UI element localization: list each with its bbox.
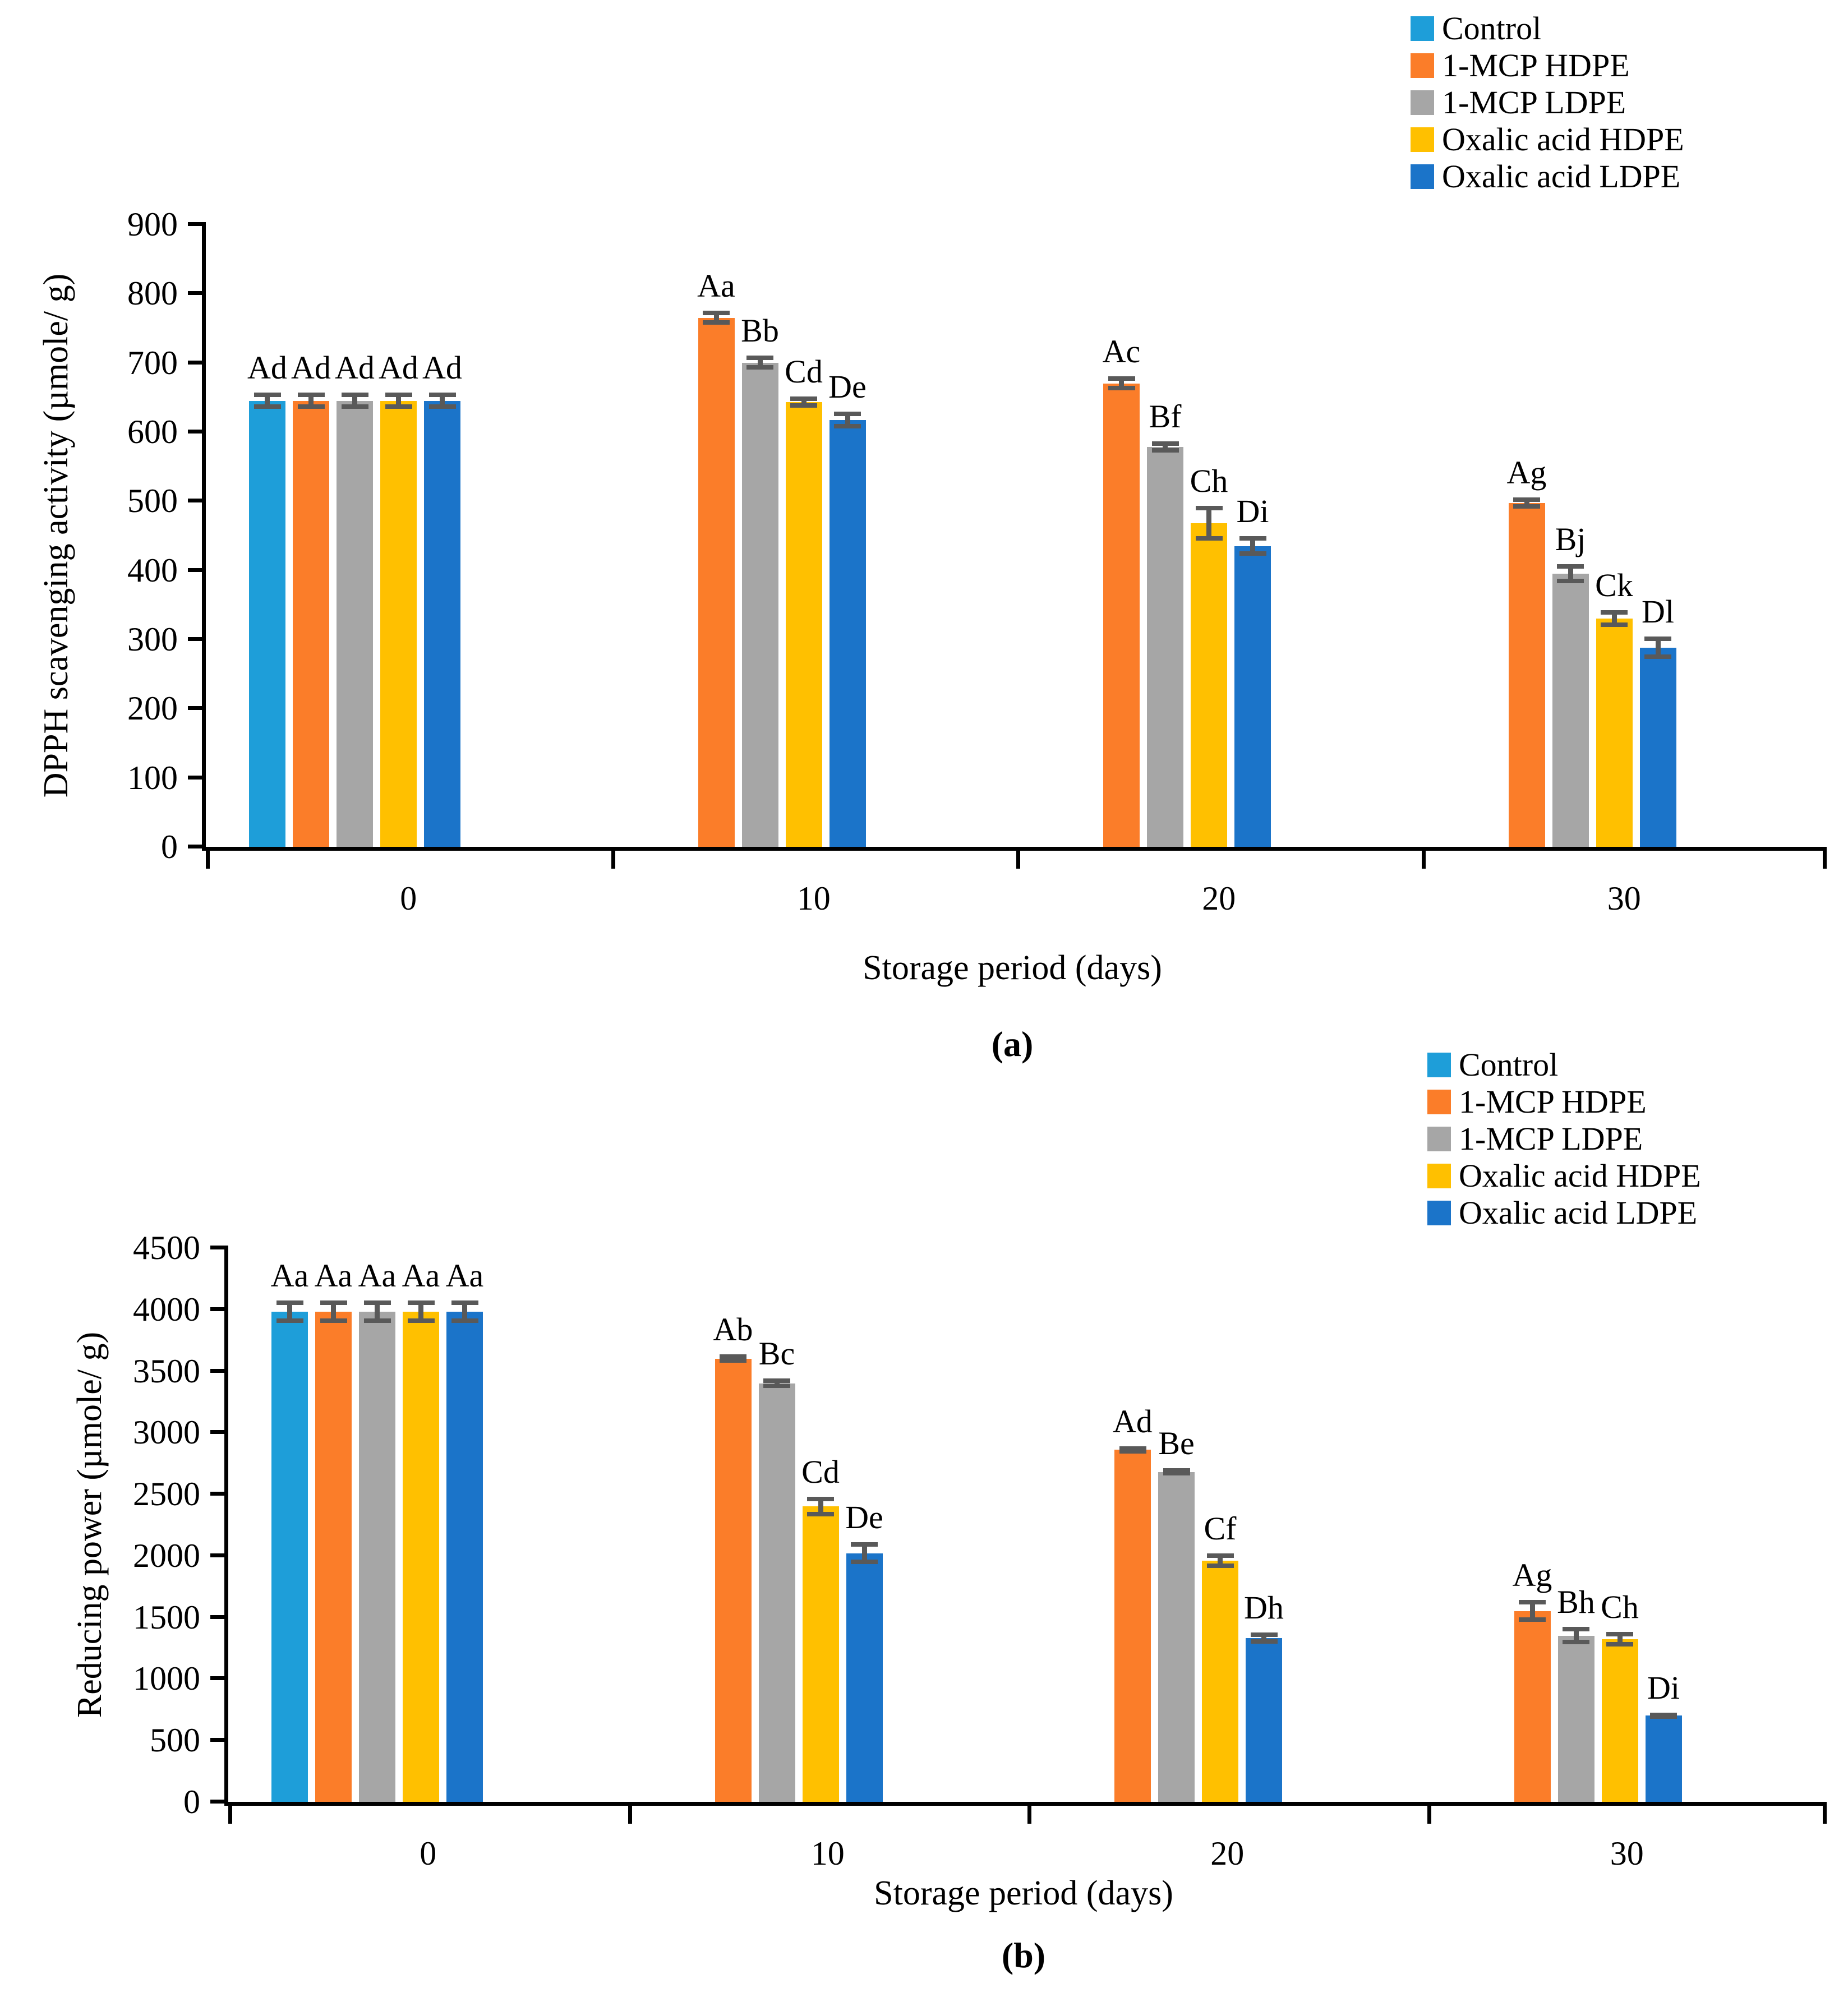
error-cap-top bbox=[1606, 1632, 1633, 1636]
error-cap-top bbox=[1557, 564, 1584, 569]
legend-label-control: Control bbox=[1442, 10, 1542, 47]
y-tick-2000 bbox=[210, 1553, 228, 1557]
error-line bbox=[1218, 1558, 1223, 1564]
legend-item-oxalic-acid-ldpe bbox=[1411, 158, 1684, 195]
plot-area-b bbox=[133, 1229, 1827, 1872]
significance-label-1-mcp-ldpe-day20: Be bbox=[1158, 1425, 1195, 1462]
y-tick-400 bbox=[188, 568, 206, 572]
error-cap-top bbox=[1152, 441, 1179, 446]
y-tick-label-300: 300 bbox=[127, 621, 178, 658]
error-bar-oxalic-acid-ldpe-day20 bbox=[1251, 1632, 1278, 1644]
x-category-label-0: 0 bbox=[400, 880, 417, 917]
error-bar-control-day0 bbox=[254, 393, 281, 409]
significance-label-1-mcp-ldpe-day0: Ad bbox=[335, 349, 375, 386]
error-cap-bottom bbox=[1207, 1564, 1234, 1568]
error-cap-top bbox=[1513, 497, 1540, 502]
bar-oxalic-acid-hdpe-day10 bbox=[786, 402, 822, 847]
error-cap-bottom bbox=[1163, 1472, 1190, 1476]
significance-label-oxalic-acid-ldpe-day20: Di bbox=[1236, 493, 1269, 530]
legend-item-1-mcp-hdpe bbox=[1427, 1083, 1701, 1120]
error-cap-bottom bbox=[276, 1318, 303, 1323]
bar-1-mcp-hdpe-day20 bbox=[1103, 384, 1140, 847]
y-tick-label-800: 800 bbox=[127, 275, 178, 312]
error-bar-oxalic-acid-ldpe-day0 bbox=[429, 393, 456, 409]
error-line bbox=[1656, 641, 1661, 654]
error-cap-bottom bbox=[1196, 536, 1223, 541]
significance-label-control-day0: Aa bbox=[270, 1257, 309, 1294]
x-tick-2 bbox=[1027, 1806, 1031, 1824]
error-cap-bottom bbox=[1152, 448, 1179, 453]
bar-oxalic-acid-ldpe-day10 bbox=[846, 1553, 883, 1802]
error-bar-oxalic-acid-ldpe-day30 bbox=[1644, 637, 1671, 658]
x-category-label-30: 30 bbox=[1607, 880, 1641, 917]
significance-label-1-mcp-hdpe-day0: Aa bbox=[314, 1257, 353, 1294]
legend-label-oxalic-acid-hdpe: Oxalic acid HDPE bbox=[1459, 1157, 1701, 1194]
error-cap-bottom bbox=[1644, 654, 1671, 659]
legend-chart-b bbox=[1427, 1046, 1701, 1232]
y-tick-label-2500: 2500 bbox=[133, 1475, 200, 1513]
legend-swatch-1-mcp-hdpe-icon bbox=[1427, 1090, 1451, 1114]
y-tick-900 bbox=[188, 222, 206, 226]
legend-swatch-control-icon bbox=[1411, 16, 1434, 41]
error-line bbox=[331, 1305, 336, 1318]
error-cap-top bbox=[851, 1542, 878, 1547]
y-tick-label-100: 100 bbox=[127, 759, 178, 796]
significance-label-1-mcp-ldpe-day30: Bh bbox=[1557, 1584, 1595, 1621]
y-tick-0 bbox=[210, 1800, 228, 1804]
error-cap-top bbox=[254, 393, 281, 397]
significance-label-1-mcp-hdpe-day30: Ag bbox=[1512, 1556, 1552, 1593]
significance-label-oxalic-acid-ldpe-day10: De bbox=[845, 1498, 883, 1535]
bar-oxalic-acid-ldpe-day30 bbox=[1640, 648, 1676, 847]
error-cap-bottom bbox=[1513, 504, 1540, 509]
error-line bbox=[845, 416, 850, 424]
y-tick-label-1000: 1000 bbox=[133, 1660, 200, 1698]
error-bar-1-mcp-ldpe-day10 bbox=[763, 1378, 790, 1389]
legend-label-oxalic-acid-hdpe: Oxalic acid HDPE bbox=[1442, 121, 1684, 158]
y-tick-4500 bbox=[210, 1246, 228, 1249]
y-tick-4000 bbox=[210, 1307, 228, 1311]
error-line bbox=[462, 1305, 467, 1318]
significance-label-1-mcp-ldpe-day10: Bb bbox=[741, 312, 779, 349]
error-cap-bottom bbox=[851, 1560, 878, 1564]
bar-1-mcp-ldpe-day20 bbox=[1147, 447, 1183, 847]
error-cap-bottom bbox=[834, 424, 861, 428]
caption-b: (b) bbox=[1001, 1935, 1046, 1975]
error-cap-bottom bbox=[1606, 1642, 1633, 1647]
legend-label-1-mcp-ldpe: 1-MCP LDPE bbox=[1442, 84, 1626, 121]
bar-1-mcp-hdpe-day30 bbox=[1514, 1611, 1551, 1802]
error-cap-top bbox=[298, 393, 325, 397]
bar-oxalic-acid-hdpe-day0 bbox=[403, 1312, 439, 1802]
error-cap-bottom bbox=[254, 404, 281, 409]
error-cap-top bbox=[385, 393, 412, 397]
error-line bbox=[1574, 1631, 1579, 1640]
y-tick-3000 bbox=[210, 1430, 228, 1434]
error-bar-oxalic-acid-ldpe-day20 bbox=[1239, 536, 1266, 556]
error-line bbox=[375, 1305, 380, 1318]
x-tick-2 bbox=[1016, 851, 1020, 869]
error-bar-1-mcp-ldpe-day30 bbox=[1563, 1627, 1589, 1644]
error-cap-bottom bbox=[763, 1383, 790, 1388]
legend-item-1-mcp-ldpe bbox=[1411, 84, 1684, 121]
y-tick-500 bbox=[210, 1738, 228, 1742]
bar-oxalic-acid-ldpe-day0 bbox=[446, 1312, 483, 1802]
y-axis-title-a: DPPH scavenging activity (µmole/ g) bbox=[37, 273, 75, 798]
error-cap-top bbox=[1207, 1553, 1234, 1558]
error-bar-oxalic-acid-hdpe-day0 bbox=[385, 393, 412, 409]
legend-item-1-mcp-hdpe bbox=[1411, 47, 1684, 84]
y-tick-label-600: 600 bbox=[127, 413, 178, 450]
legend-label-oxalic-acid-ldpe: Oxalic acid LDPE bbox=[1442, 158, 1681, 195]
significance-label-1-mcp-hdpe-day10: Ab bbox=[713, 1311, 753, 1348]
error-cap-bottom bbox=[1239, 551, 1266, 556]
x-axis-title-a: Storage period (days) bbox=[863, 949, 1162, 987]
caption-a: (a) bbox=[991, 1024, 1034, 1064]
error-bar-oxalic-acid-ldpe-day10 bbox=[851, 1542, 878, 1565]
error-line bbox=[440, 397, 445, 405]
error-bar-oxalic-acid-hdpe-day0 bbox=[408, 1300, 435, 1323]
legend-label-1-mcp-ldpe: 1-MCP LDPE bbox=[1459, 1120, 1643, 1157]
significance-label-oxalic-acid-hdpe-day20: Ch bbox=[1190, 462, 1228, 499]
y-tick-800 bbox=[188, 291, 206, 295]
y-tick-500 bbox=[188, 499, 206, 502]
error-line bbox=[862, 1547, 867, 1560]
error-cap-bottom bbox=[1650, 1715, 1677, 1718]
x-category-label-10: 10 bbox=[796, 880, 831, 917]
y-tick-label-2000: 2000 bbox=[133, 1537, 200, 1574]
y-tick-label-200: 200 bbox=[127, 690, 178, 727]
x-category-label-10: 10 bbox=[810, 1835, 845, 1872]
y-tick-700 bbox=[188, 361, 206, 365]
significance-label-1-mcp-hdpe-day20: Ac bbox=[1102, 333, 1141, 370]
y-tick-1500 bbox=[210, 1615, 228, 1619]
y-tick-label-1500: 1500 bbox=[133, 1598, 200, 1636]
significance-label-oxalic-acid-hdpe-day20: Cf bbox=[1204, 1510, 1237, 1547]
error-bar-oxalic-acid-ldpe-day0 bbox=[451, 1300, 478, 1323]
error-cap-bottom bbox=[451, 1318, 478, 1323]
significance-label-1-mcp-ldpe-day10: Bc bbox=[758, 1335, 795, 1372]
bar-oxalic-acid-ldpe-day30 bbox=[1646, 1715, 1682, 1802]
y-tick-0 bbox=[188, 845, 206, 848]
error-bar-1-mcp-hdpe-day20 bbox=[1108, 376, 1135, 390]
bar-1-mcp-ldpe-day30 bbox=[1552, 574, 1589, 847]
x-category-label-20: 20 bbox=[1210, 1835, 1245, 1872]
y-tick-300 bbox=[188, 637, 206, 641]
error-line bbox=[287, 1305, 292, 1318]
legend-chart-a bbox=[1411, 10, 1684, 195]
error-cap-top bbox=[1563, 1627, 1589, 1631]
error-line bbox=[265, 397, 270, 405]
error-cap-top bbox=[451, 1300, 478, 1305]
significance-label-oxalic-acid-hdpe-day10: Cd bbox=[801, 1453, 840, 1490]
legend-swatch-oxalic-acid-ldpe-icon bbox=[1427, 1201, 1451, 1225]
bar-oxalic-acid-hdpe-day30 bbox=[1602, 1639, 1638, 1802]
x-tick-1 bbox=[611, 851, 615, 869]
significance-label-1-mcp-ldpe-day0: Aa bbox=[358, 1257, 397, 1294]
y-tick-label-700: 700 bbox=[127, 344, 178, 381]
error-cap-top bbox=[1108, 376, 1135, 381]
significance-label-oxalic-acid-ldpe-day20: Dh bbox=[1244, 1589, 1284, 1626]
error-line bbox=[1119, 381, 1124, 386]
x-axis-title-b: Storage period (days) bbox=[874, 1874, 1173, 1912]
bar-control-day0 bbox=[249, 401, 285, 847]
y-tick-label-400: 400 bbox=[127, 551, 178, 589]
y-tick-label-4500: 4500 bbox=[133, 1229, 200, 1266]
x-tick-1 bbox=[628, 1806, 632, 1824]
y-tick-200 bbox=[188, 706, 206, 710]
y-tick-label-500: 500 bbox=[127, 482, 178, 520]
legend-label-control: Control bbox=[1459, 1046, 1559, 1083]
y-tick-100 bbox=[188, 776, 206, 780]
x-tick-4 bbox=[1823, 851, 1827, 869]
bar-oxalic-acid-hdpe-day10 bbox=[803, 1506, 839, 1802]
error-bar-oxalic-acid-ldpe-day30 bbox=[1650, 1713, 1677, 1719]
bar-oxalic-acid-hdpe-day20 bbox=[1191, 523, 1227, 847]
error-line bbox=[1617, 1636, 1623, 1642]
legend-swatch-1-mcp-ldpe-icon bbox=[1427, 1127, 1451, 1151]
legend-label-1-mcp-hdpe: 1-MCP HDPE bbox=[1442, 47, 1630, 84]
error-cap-top bbox=[429, 393, 456, 397]
legend-swatch-1-mcp-hdpe-icon bbox=[1411, 53, 1434, 78]
error-line bbox=[308, 397, 314, 405]
bar-control-day0 bbox=[271, 1312, 308, 1802]
x-tick-0 bbox=[206, 851, 210, 869]
significance-label-oxalic-acid-ldpe-day30: Dl bbox=[1642, 593, 1674, 630]
error-cap-top bbox=[342, 393, 368, 397]
error-cap-top bbox=[834, 412, 861, 416]
error-cap-bottom bbox=[385, 404, 412, 409]
legend-swatch-control-icon bbox=[1427, 1053, 1451, 1077]
error-cap-top bbox=[763, 1378, 790, 1383]
bar-1-mcp-hdpe-day0 bbox=[315, 1312, 352, 1802]
error-bar-1-mcp-hdpe-day0 bbox=[298, 393, 325, 409]
significance-label-oxalic-acid-hdpe-day30: Ch bbox=[1601, 1589, 1639, 1626]
error-cap-top bbox=[408, 1300, 435, 1305]
significance-label-oxalic-acid-hdpe-day0: Aa bbox=[402, 1257, 440, 1294]
legend-item-1-mcp-ldpe bbox=[1427, 1120, 1701, 1157]
error-bar-1-mcp-ldpe-day0 bbox=[364, 1300, 391, 1323]
bar-1-mcp-ldpe-day0 bbox=[359, 1312, 395, 1802]
y-tick-label-3500: 3500 bbox=[133, 1352, 200, 1390]
x-tick-0 bbox=[228, 1806, 232, 1824]
legend-label-1-mcp-hdpe: 1-MCP HDPE bbox=[1459, 1083, 1647, 1120]
legend-item-oxalic-acid-ldpe bbox=[1427, 1194, 1701, 1232]
y-tick-label-3000: 3000 bbox=[133, 1414, 200, 1451]
bar-oxalic-acid-ldpe-day20 bbox=[1234, 546, 1271, 847]
legend-item-oxalic-acid-hdpe bbox=[1411, 121, 1684, 158]
error-cap-bottom bbox=[320, 1318, 347, 1323]
significance-label-1-mcp-hdpe-day30: Ag bbox=[1506, 454, 1547, 491]
error-line bbox=[1250, 541, 1255, 551]
significance-label-1-mcp-hdpe-day10: Aa bbox=[697, 268, 735, 305]
error-bar-oxalic-acid-hdpe-day30 bbox=[1606, 1632, 1633, 1647]
bar-1-mcp-hdpe-day10 bbox=[715, 1359, 752, 1802]
y-tick-1000 bbox=[210, 1676, 228, 1680]
plot-area-a bbox=[127, 206, 1827, 917]
error-bar-1-mcp-ldpe-day20 bbox=[1152, 441, 1179, 453]
significance-label-oxalic-acid-ldpe-day0: Aa bbox=[445, 1257, 484, 1294]
significance-label-1-mcp-hdpe-day0: Ad bbox=[291, 349, 331, 386]
significance-label-1-mcp-hdpe-day20: Ad bbox=[1113, 1403, 1153, 1440]
bar-1-mcp-ldpe-day30 bbox=[1558, 1636, 1594, 1802]
error-line bbox=[396, 397, 401, 405]
y-axis-title-b: Reducing power (µmole/ g) bbox=[71, 1331, 109, 1718]
significance-label-oxalic-acid-hdpe-day30: Ck bbox=[1595, 567, 1633, 604]
significance-label-control-day0: Ad bbox=[247, 349, 287, 386]
x-tick-3 bbox=[1422, 851, 1426, 869]
bar-1-mcp-ldpe-day0 bbox=[337, 401, 373, 847]
bar-oxalic-acid-hdpe-day0 bbox=[380, 401, 417, 847]
error-line bbox=[418, 1305, 423, 1318]
error-cap-bottom bbox=[1108, 386, 1135, 390]
legend-item-oxalic-acid-hdpe bbox=[1427, 1157, 1701, 1194]
bar-1-mcp-hdpe-day10 bbox=[698, 318, 735, 847]
bar-1-mcp-ldpe-day10 bbox=[742, 363, 778, 847]
y-tick-label-0: 0 bbox=[183, 1783, 200, 1820]
significance-label-1-mcp-ldpe-day20: Bf bbox=[1149, 398, 1182, 435]
bar-oxalic-acid-hdpe-day30 bbox=[1596, 619, 1633, 847]
bar-1-mcp-hdpe-day20 bbox=[1114, 1450, 1151, 1802]
error-bar-1-mcp-hdpe-day0 bbox=[320, 1300, 347, 1323]
error-cap-top bbox=[276, 1300, 303, 1305]
error-cap-top bbox=[1251, 1632, 1278, 1637]
x-category-label-0: 0 bbox=[420, 1835, 437, 1872]
legend-swatch-oxalic-acid-hdpe-icon bbox=[1411, 127, 1434, 152]
y-tick-600 bbox=[188, 430, 206, 433]
error-cap-top bbox=[1644, 637, 1671, 641]
x-tick-4 bbox=[1823, 1806, 1827, 1824]
x-tick-3 bbox=[1427, 1806, 1431, 1824]
error-cap-bottom bbox=[364, 1318, 391, 1323]
y-tick-label-500: 500 bbox=[150, 1722, 200, 1759]
significance-label-1-mcp-ldpe-day30: Bj bbox=[1555, 520, 1586, 557]
legend-item-control bbox=[1427, 1046, 1701, 1083]
error-cap-top bbox=[364, 1300, 391, 1305]
y-tick-label-0: 0 bbox=[161, 828, 178, 865]
significance-label-oxalic-acid-hdpe-day10: Cd bbox=[785, 353, 823, 390]
y-tick-label-4000: 4000 bbox=[133, 1290, 200, 1328]
error-bar-1-mcp-hdpe-day30 bbox=[1513, 497, 1540, 509]
significance-label-oxalic-acid-ldpe-day0: Ad bbox=[422, 349, 462, 386]
y-tick-2500 bbox=[210, 1492, 228, 1496]
legend-label-oxalic-acid-ldpe: Oxalic acid LDPE bbox=[1459, 1194, 1698, 1231]
bar-1-mcp-ldpe-day10 bbox=[759, 1383, 795, 1802]
legend-swatch-oxalic-acid-hdpe-icon bbox=[1427, 1164, 1451, 1188]
error-cap-bottom bbox=[408, 1318, 435, 1323]
legend-swatch-oxalic-acid-ldpe-icon bbox=[1411, 164, 1434, 189]
error-bar-oxalic-acid-hdpe-day20 bbox=[1207, 1553, 1234, 1568]
bar-oxalic-acid-ldpe-day20 bbox=[1246, 1638, 1282, 1802]
significance-label-oxalic-acid-hdpe-day0: Ad bbox=[379, 349, 418, 386]
bar-1-mcp-hdpe-day0 bbox=[293, 401, 329, 847]
y-tick-label-900: 900 bbox=[127, 206, 178, 243]
error-bar-oxalic-acid-ldpe-day10 bbox=[834, 412, 861, 428]
bar-oxalic-acid-ldpe-day0 bbox=[424, 401, 460, 847]
error-line bbox=[352, 397, 357, 405]
error-bar-1-mcp-ldpe-day0 bbox=[342, 393, 368, 409]
error-cap-bottom bbox=[342, 404, 368, 409]
legend-swatch-1-mcp-ldpe-icon bbox=[1411, 90, 1434, 115]
error-cap-bottom bbox=[1251, 1639, 1278, 1644]
error-cap-bottom bbox=[429, 404, 456, 409]
error-cap-bottom bbox=[298, 404, 325, 409]
significance-label-oxalic-acid-ldpe-day10: De bbox=[828, 368, 867, 405]
error-cap-top bbox=[320, 1300, 347, 1305]
bar-oxalic-acid-ldpe-day10 bbox=[829, 420, 866, 847]
legend-item-control bbox=[1411, 10, 1684, 47]
error-cap-bottom bbox=[1563, 1640, 1589, 1644]
error-cap-top bbox=[1163, 1468, 1190, 1472]
x-category-label-30: 30 bbox=[1610, 1835, 1644, 1872]
x-category-label-20: 20 bbox=[1202, 880, 1236, 917]
error-bar-control-day0 bbox=[276, 1300, 303, 1323]
significance-label-oxalic-acid-ldpe-day30: Di bbox=[1647, 1669, 1680, 1706]
error-cap-top bbox=[1239, 536, 1266, 541]
error-bar-1-mcp-ldpe-day20 bbox=[1163, 1468, 1190, 1475]
y-tick-3500 bbox=[210, 1369, 228, 1373]
